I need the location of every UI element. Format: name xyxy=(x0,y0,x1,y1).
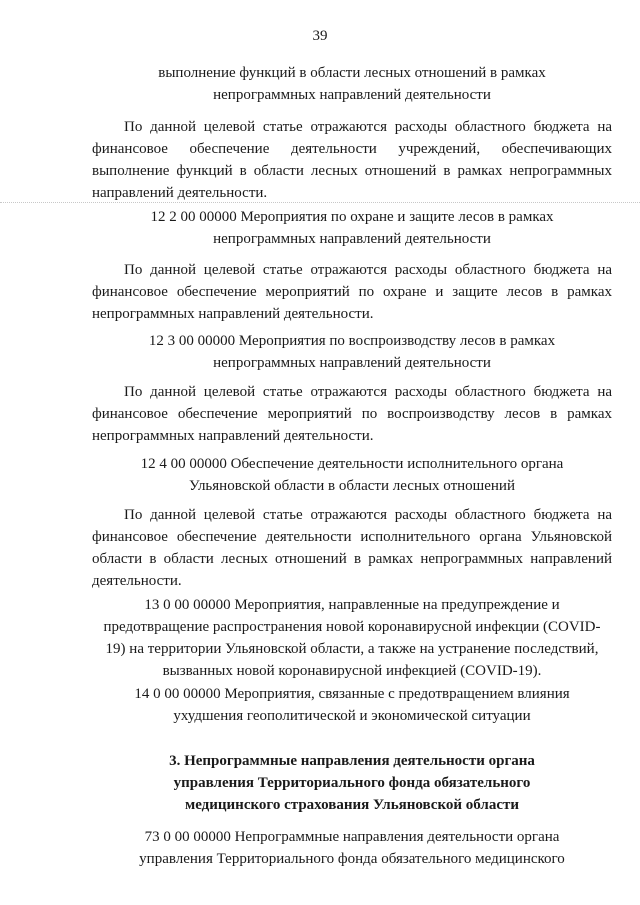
heading-line: 12 3 00 00000 Мероприятия по воспроизводству лесов в рамках xyxy=(148,333,556,349)
heading-line: непрограммных направлений деятельности xyxy=(213,87,491,103)
page-number: 39 xyxy=(312,28,328,44)
heading-line: 13 0 00 00000 Мероприятия, направленные на предупреждение и xyxy=(144,597,560,613)
section-paragraph-12-1: По данной целевой статье отражаются расходы областного бюджета на финансовое обеспечение деятельности учреждений, обеспечивающих выполнение функций в области лесных отношений в рамках непрограммных направлений деятельности. xyxy=(92,119,612,201)
heading-line: Ульяновской области в области лесных отношений xyxy=(189,478,515,494)
section-3-title xyxy=(92,750,612,816)
heading-line: выполнение функций в области лесных отношений в рамках xyxy=(158,65,546,81)
heading-line: непрограммных направлений деятельности xyxy=(213,355,491,371)
heading-line: управления Территориального фонда обязательного медицинского xyxy=(139,851,565,867)
heading-13-covid xyxy=(92,594,612,682)
title-line: медицинского страхования Ульяновской области xyxy=(184,797,520,813)
heading-14-geopolitical xyxy=(92,683,612,727)
heading-line: 12 4 00 00000 Обеспечение деятельности исполнительного органа xyxy=(140,456,564,472)
heading-line: непрограммных направлений деятельности xyxy=(213,231,491,247)
heading-line: ухудшения геополитической и экономической ситуации xyxy=(173,708,531,724)
heading-line: 19) на территории Ульяновской области, а также на устранение последствий, xyxy=(105,641,599,657)
title-line: управления Территориального фонда обязательного xyxy=(173,775,531,791)
section-heading-12-3 xyxy=(92,330,612,374)
section-heading-12-1 xyxy=(92,62,612,106)
scan-artifact-line xyxy=(0,202,640,204)
heading-line: 12 2 00 00000 Мероприятия по охране и защите лесов в рамках xyxy=(150,209,554,225)
section-paragraph-12-3: По данной целевой статье отражаются расходы областного бюджета на финансовое обеспечение мероприятий по воспроизводству лесов в рамках непрограммных направлений деятельности. xyxy=(92,384,612,444)
section-heading-12-2 xyxy=(92,206,612,250)
section-paragraph-12-4: По данной целевой статье отражаются расходы областного бюджета на финансовое обеспечение деятельности исполнительного органа Ульяновской области в области лесных отношений в рамках непрограммных направлений деятельности. xyxy=(92,507,612,589)
heading-73 xyxy=(92,826,612,870)
heading-line: 14 0 00 00000 Мероприятия, связанные с предотвращением влияния xyxy=(134,686,570,702)
heading-line: предотвращение распространения новой коронавирусной инфекции (COVID- xyxy=(103,619,601,635)
section-paragraph-12-2: По данной целевой статье отражаются расходы областного бюджета на финансовое обеспечение мероприятий по охране и защите лесов в рамках непрограммных направлений деятельности. xyxy=(92,262,612,322)
title-line: 3. Непрограммные направления деятельности органа xyxy=(169,753,535,769)
heading-line: вызванных новой коронавирусной инфекцией (COVID-19). xyxy=(162,663,542,679)
section-heading-12-4 xyxy=(92,453,612,497)
heading-line: 73 0 00 00000 Непрограммные направления деятельности органа xyxy=(144,829,560,845)
